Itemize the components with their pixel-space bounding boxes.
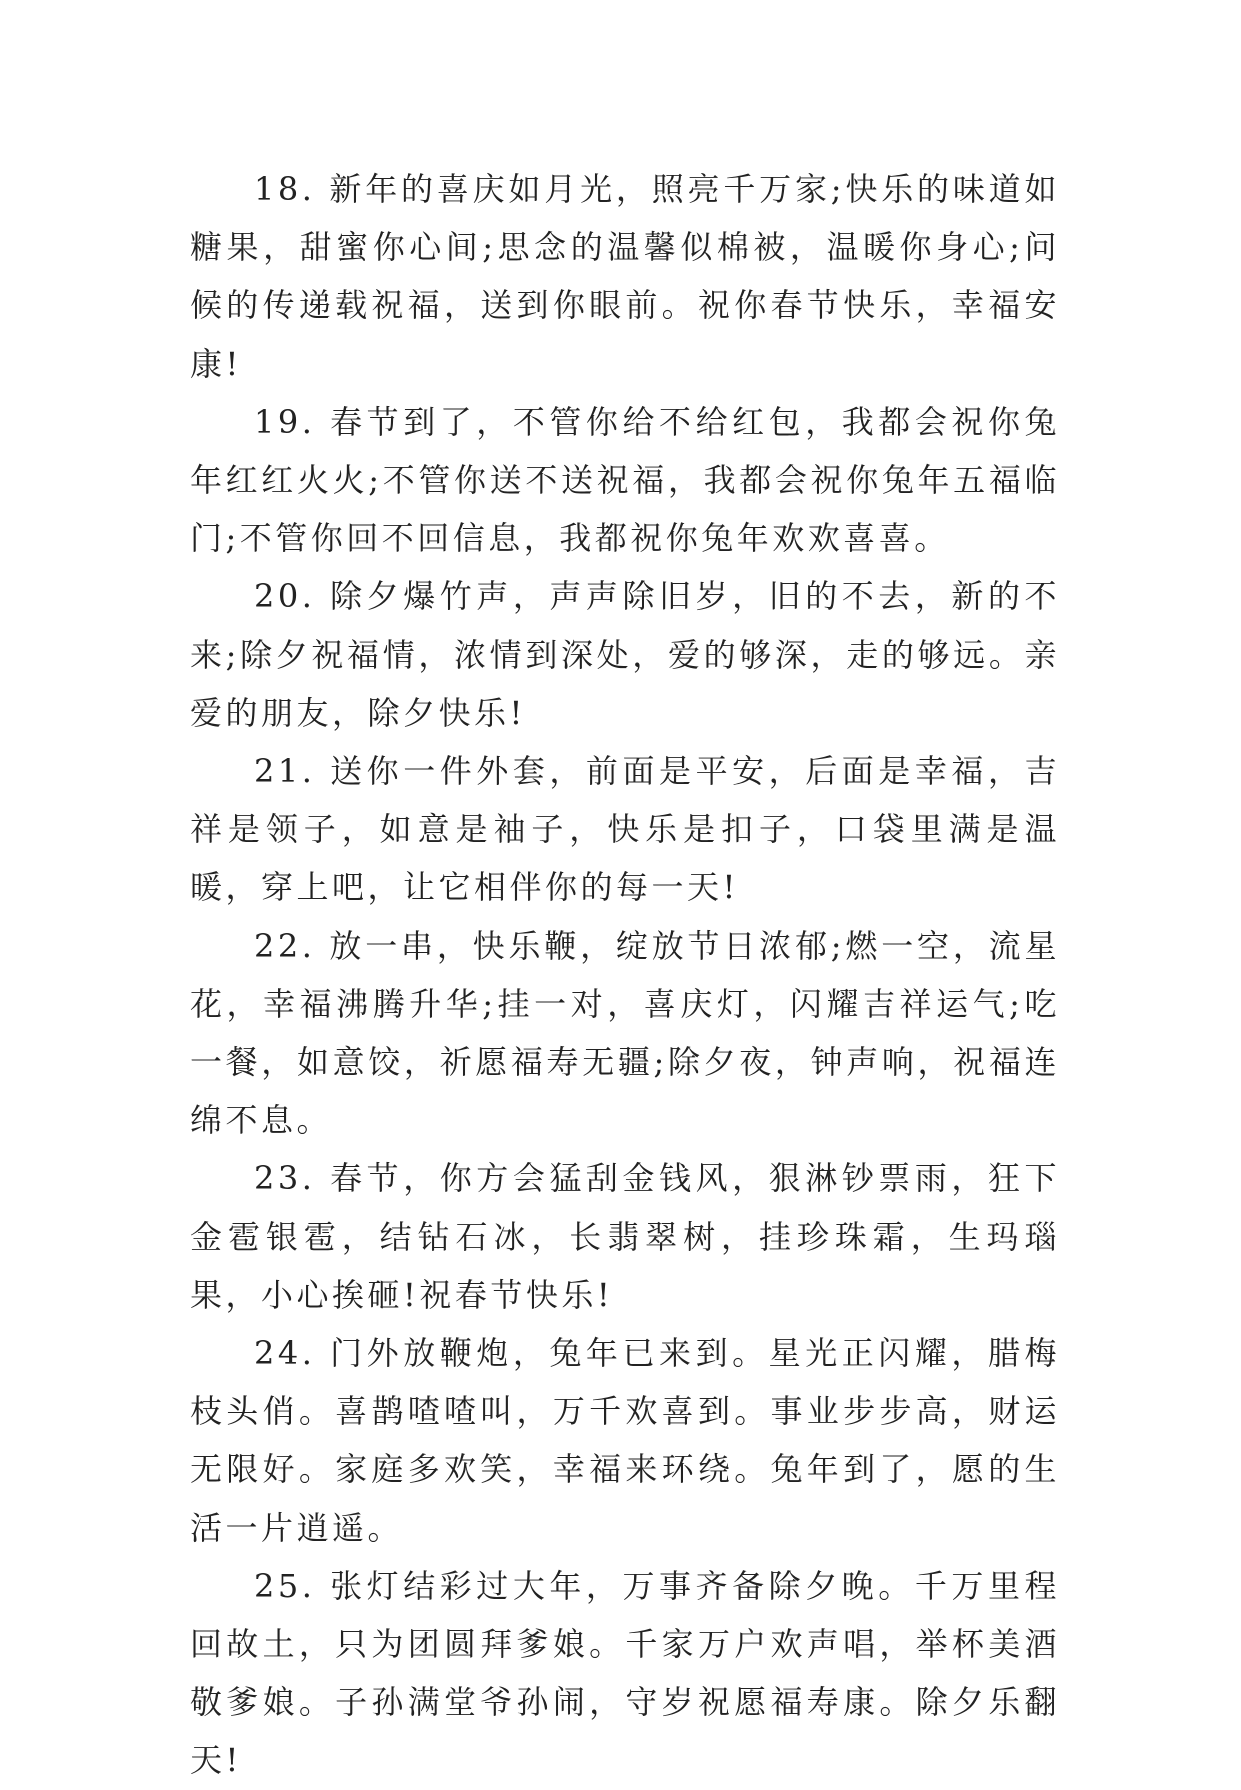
paragraph-19: 19. 春节到了，不管你给不给红包，我都会祝你兔年红红火火;不管你送不送祝福，我都会祝你兔年五福临门;不管你回不回信息，我都祝你兔年欢欢喜喜。: [190, 402, 1060, 558]
paragraph-24: 24. 门外放鞭炮，兔年已来到。星光正闪耀，腊梅枝头俏。喜鹊喳喳叫，万千欢喜到。事业步步高，财运无限好。家庭多欢笑，幸福来环绕。兔年到了，愿的生活一片逍遥。: [190, 1334, 1060, 1547]
document-body: [190, 160, 1060, 1790]
paragraph-20: 20. 除夕爆竹声，声声除旧岁，旧的不去，新的不来;除夕祝福情，浓情到深处，爱的够深，走的够远。亲爱的朋友，除夕快乐!: [190, 577, 1060, 732]
paragraph-18: 18. 新年的喜庆如月光，照亮千万家;快乐的味道如糖果，甜蜜你心间;思念的温馨似棉被，温暖你身心;问候的传递载祝福，送到你眼前。祝你春节快乐，幸福安康!: [190, 170, 1060, 383]
paragraph-23: 23. 春节，你方会猛刮金钱风，狠淋钞票雨，狂下金雹银雹，结钻石冰，长翡翠树，挂珍珠霜，生玛瑙果，小心挨砸!祝春节快乐!: [190, 1159, 1060, 1314]
paragraph-21: 21. 送你一件外套，前面是平安，后面是幸福，吉祥是领子，如意是袖子，快乐是扣子，口袋里满是温暖，穿上吧，让它相伴你的每一天!: [190, 752, 1060, 907]
paragraph-22: 22. 放一串，快乐鞭，绽放节日浓郁;燃一空，流星花，幸福沸腾升华;挂一对，喜庆灯，闪耀吉祥运气;吃一餐，如意饺，祈愿福寿无疆;除夕夜，钟声响，祝福连绵不息。: [190, 926, 1060, 1140]
paragraph-25: 25. 张灯结彩过大年，万事齐备除夕晚。千万里程回故土，只为团圆拜爹娘。千家万户欢声唱，举杯美酒敬爹娘。子孙满堂爷孙闹，守岁祝愿福寿康。除夕乐翻天!: [190, 1566, 1060, 1780]
